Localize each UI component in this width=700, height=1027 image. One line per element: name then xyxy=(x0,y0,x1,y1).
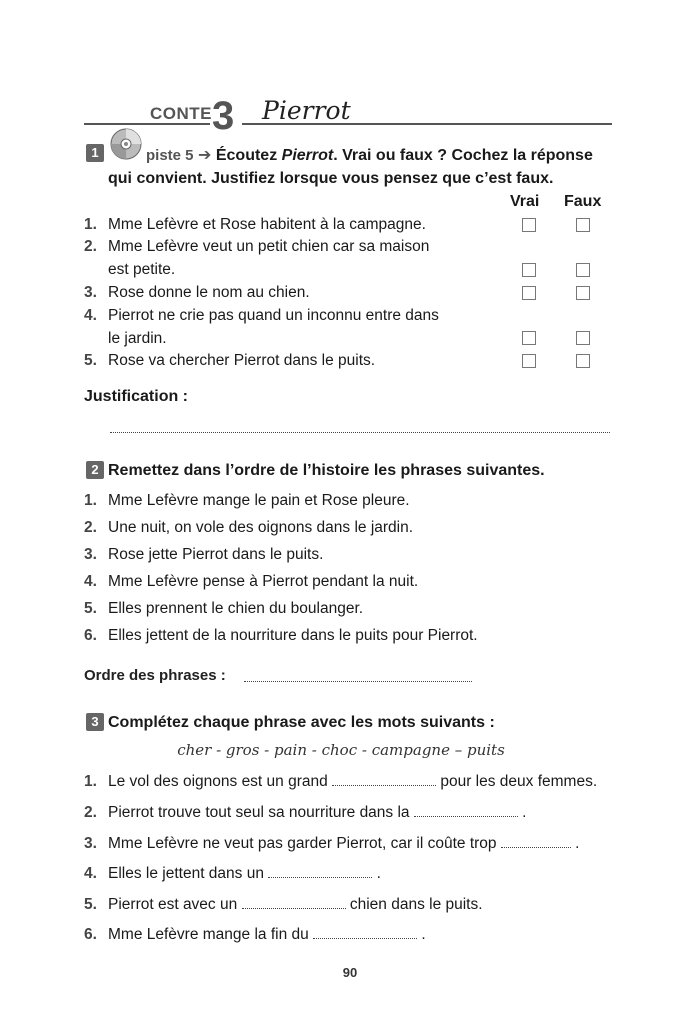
ex2-item-number: 6. xyxy=(84,627,97,644)
conte-number: 3 xyxy=(212,94,235,138)
ex1-item4-vrai-checkbox[interactable] xyxy=(522,331,536,345)
ex1-item-number: 5. xyxy=(84,352,97,369)
ex3-item-number: 6. xyxy=(84,926,97,943)
ex3-sentence: Pierrot est avec un chien dans le puits. xyxy=(108,896,483,913)
ex1-item-text: Mme Lefèvre et Rose habitent à la campagne. xyxy=(108,216,426,233)
ex1-item-number: 2. xyxy=(84,238,97,255)
ex1-item1-vrai-checkbox[interactable] xyxy=(522,218,536,232)
ex3-item-number: 5. xyxy=(84,896,97,913)
justification-answer-line[interactable] xyxy=(110,432,610,433)
ex1-item2-vrai-checkbox[interactable] xyxy=(522,263,536,277)
ex3-item-number: 3. xyxy=(84,835,97,852)
ex1-item-number: 1. xyxy=(84,216,97,233)
ex2-item-number: 1. xyxy=(84,492,97,509)
exercise-3-badge: 3 xyxy=(86,713,104,731)
blank-input[interactable] xyxy=(242,907,346,909)
ex2-item-number: 4. xyxy=(84,573,97,590)
track-label: piste 5 xyxy=(146,147,194,164)
ex1-item3-faux-checkbox[interactable] xyxy=(576,286,590,300)
ex2-item-text: Mme Lefèvre mange le pain et Rose pleure. xyxy=(108,492,410,509)
exercise-1-instruction: piste 5 ➔ Écoutez Pierrot. Vrai ou faux ? Cochez la réponse xyxy=(146,147,593,164)
word-bank: cher - gros - pain - choc - campagne – puits xyxy=(177,741,505,759)
column-faux: Faux xyxy=(564,193,602,210)
exercise-3-instruction: Complétez chaque phrase avec les mots suivants : xyxy=(108,714,495,731)
ex3-item-number: 2. xyxy=(84,804,97,821)
ex3-sentence: Elles le jettent dans un . xyxy=(108,865,381,882)
exercise-1-badge: 1 xyxy=(86,144,104,162)
ex1-item1-faux-checkbox[interactable] xyxy=(576,218,590,232)
blank-input[interactable] xyxy=(501,846,571,848)
ex1-item-number: 3. xyxy=(84,284,97,301)
exercise-2-instruction: Remettez dans l’ordre de l’histoire les phrases suivantes. xyxy=(108,462,545,479)
ex2-item-number: 5. xyxy=(84,600,97,617)
ex2-item-number: 3. xyxy=(84,546,97,563)
ex1-item4-faux-checkbox[interactable] xyxy=(576,331,590,345)
ex1-item2-faux-checkbox[interactable] xyxy=(576,263,590,277)
ex2-item-number: 2. xyxy=(84,519,97,536)
arrow-icon: ➔ xyxy=(197,147,212,164)
ex3-sentence: Le vol des oignons est un grand pour les deux femmes. xyxy=(108,773,598,790)
ex2-item-text: Rose jette Pierrot dans le puits. xyxy=(108,546,324,563)
ex1-item-text: Rose donne le nom au chien. xyxy=(108,284,310,301)
column-vrai: Vrai xyxy=(510,193,540,210)
blank-input[interactable] xyxy=(332,784,436,786)
ex2-item-text: Elles prennent le chien du boulanger. xyxy=(108,600,364,617)
ex3-item-number: 1. xyxy=(84,773,97,790)
ex2-item-text: Une nuit, on vole des oignons dans le jardin. xyxy=(108,519,414,536)
ex3-sentence: Mme Lefèvre ne veut pas garder Pierrot, car il coûte trop . xyxy=(108,835,580,852)
ex1-item5-faux-checkbox[interactable] xyxy=(576,354,590,368)
exercise-2-badge: 2 xyxy=(86,461,104,479)
ex2-item-text: Elles jettent de la nourriture dans le puits pour Pierrot. xyxy=(108,627,478,644)
blank-input[interactable] xyxy=(313,937,417,939)
justification-label: Justification : xyxy=(84,388,189,405)
ex3-sentence: Mme Lefèvre mange la fin du . xyxy=(108,926,426,943)
blank-input[interactable] xyxy=(414,815,518,817)
order-label: Ordre des phrases : xyxy=(84,667,226,684)
page-number: 90 xyxy=(342,965,358,980)
ex1-item-text-cont: le jardin. xyxy=(108,330,167,347)
ex1-item-text: Pierrot ne crie pas quand un inconnu entre dans xyxy=(108,307,439,324)
ex1-item3-vrai-checkbox[interactable] xyxy=(522,286,536,300)
exercise-1-instruction-line2: qui convient. Justifiez lorsque vous pensez que c’est faux. xyxy=(108,170,554,187)
story-title: Pierrot xyxy=(262,96,351,125)
ex2-item-text: Mme Lefèvre pense à Pierrot pendant la nuit. xyxy=(108,573,419,590)
ex1-item-text: Rose va chercher Pierrot dans le puits. xyxy=(108,352,376,369)
cd-icon xyxy=(110,128,142,160)
ex3-item-number: 4. xyxy=(84,865,97,882)
order-answer-line[interactable] xyxy=(244,681,472,682)
ex3-sentence: Pierrot trouve tout seul sa nourriture dans la . xyxy=(108,804,527,821)
ex1-item5-vrai-checkbox[interactable] xyxy=(522,354,536,368)
ex1-item-number: 4. xyxy=(84,307,97,324)
ex1-item-text: Mme Lefèvre veut un petit chien car sa maison xyxy=(108,238,430,255)
ex1-item-text-cont: est petite. xyxy=(108,261,176,278)
blank-input[interactable] xyxy=(268,876,372,878)
conte-label: CONTE xyxy=(150,104,212,123)
